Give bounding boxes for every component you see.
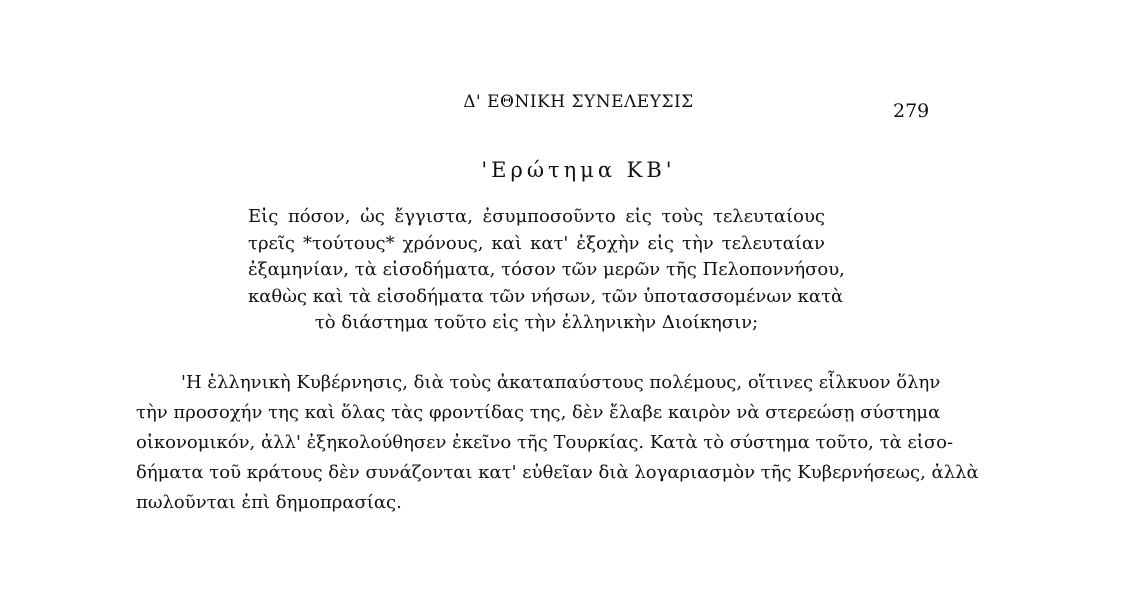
- question-line: Εἰς πόσον, ὡς ἔγγιστα, ἐσυμποσοῦντο εἰς τοὺς τελευταίους: [248, 206, 825, 227]
- answer-line: πωλοῦνται ἐπὶ δημοπρασίας.: [136, 492, 402, 513]
- running-head: Δ' ΕΘΝΙΚΗ ΣΥΝΕΛΕΥΣΙΣ: [463, 92, 694, 112]
- answer-line: 'Η ἑλληνικὴ Κυβέρνησις, διὰ τοὺς ἀκαταπαύστους πολέμους, οἵτινες εἷλκυον ὅλην: [181, 372, 941, 393]
- question-line: καθὼς καὶ τὰ εἰσοδήματα τῶν νήσων, τῶν ὑποτασσομένων κατὰ: [248, 285, 844, 307]
- question-line: ἐξαμηνίαν, τὰ εἰσοδήματα, τόσον τῶν μερῶν τῆς Πελοποννήσου,: [248, 259, 845, 280]
- answer-line: τὴν προσοχήν της καὶ ὅλας τὰς φροντίδας της, δὲν ἔλαβε καιρὸν νὰ στερεώσῃ σύστημα: [136, 402, 941, 423]
- answer-line: οἰκονομικόν, ἀλλ' ἐξηκολούθησεν ἐκεῖνο τῆς Τουρκίας. Κατὰ τὸ σύστημα τοῦτο, τὰ εἰσο-: [136, 432, 954, 453]
- answer-paragraph: [136, 368, 979, 518]
- answer-line: δήματα τοῦ κράτους δὲν συνάζονται κατ' εὐθεῖαν διὰ λογαριασμὸν τῆς Κυβερνήσεως, ἀλλὰ: [136, 462, 979, 483]
- page-number: 279: [893, 100, 930, 122]
- question-title: 'Ερώτημα ΚΒ': [481, 158, 676, 182]
- question-paragraph: [248, 204, 845, 337]
- question-line: τρεῖς *τούτους* χρόνους, καὶ κατ' ἐξοχὴν εἰς τὴν τελευταίαν: [248, 232, 825, 254]
- question-line: τὸ διάστημα τοῦτο εἰς τὴν ἑλληνικὴν Διοίκησιν;: [314, 312, 759, 333]
